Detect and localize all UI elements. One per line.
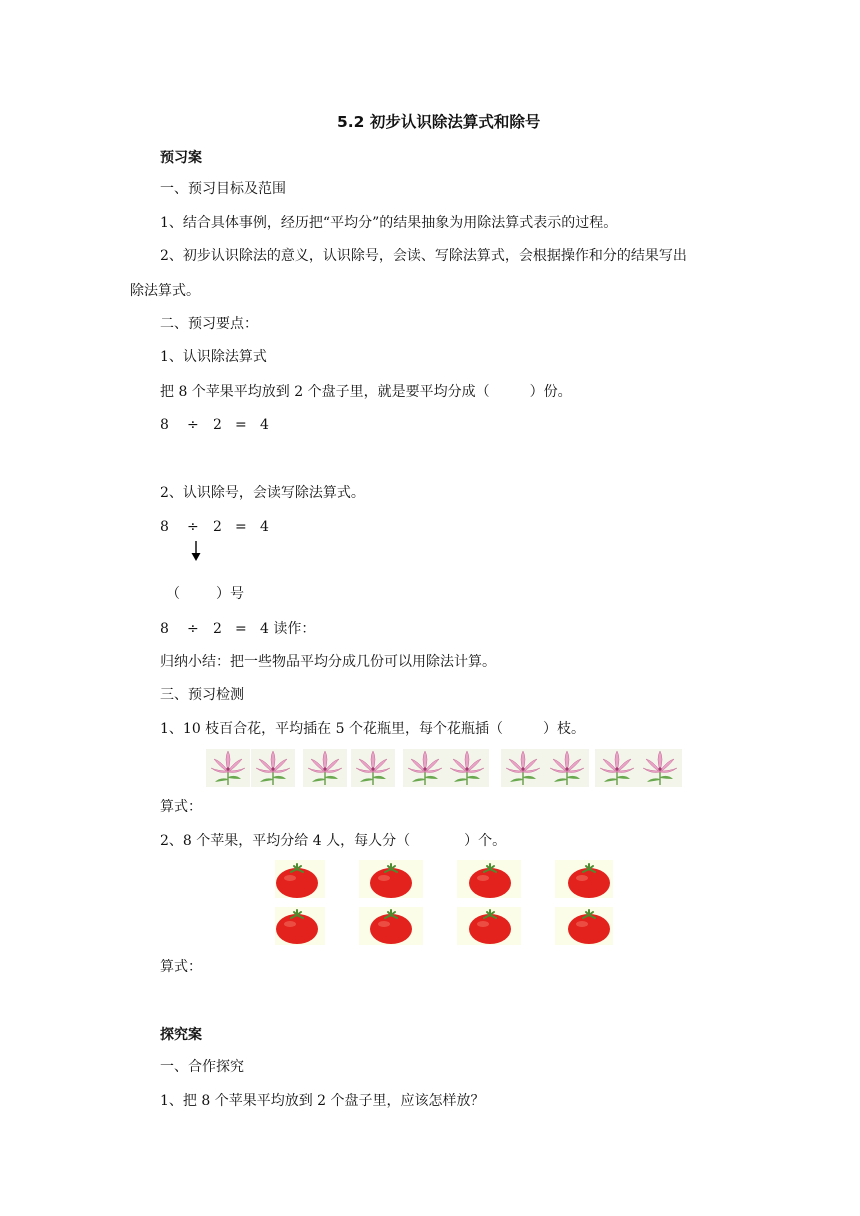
goal-2-line2: 除法算式。 [130,283,200,299]
lily-flower-icon [303,749,347,787]
part2-title: 二、预习要点： [160,316,258,332]
part1-title: 一、预习目标及范围 [160,181,286,197]
point1-question: 把 8 个苹果平均放到 2 个盘子里，就是要平均分成（ ）份。 [160,384,572,400]
tomato-icon [274,906,320,946]
tomato-icon [467,906,513,946]
page-title: 5.2 初步认识除法算式和除号 [337,113,541,131]
tomato-row-1 [275,860,613,898]
lily-flower-icon [351,749,395,787]
goal-1: 1、结合具体事例，经历把“平均分”的结果抽象为用除法算式表示的过程。 [160,215,618,231]
explore-question-1: 1、把 8 个苹果平均放到 2 个盘子里，应该怎样放？ [160,1093,485,1109]
tomato-icon [274,860,320,900]
down-arrow-icon [190,540,202,562]
tomato-icon [368,906,414,946]
point1-title: 1、认识除法算式 [160,349,267,365]
lily-flower-icon [595,749,639,787]
formula-label-2: 算式： [160,959,202,975]
equation-1: 8 ÷ 2 = 4 [160,417,269,433]
lily-flower-icon [403,749,447,787]
formula-label-1: 算式： [160,799,202,815]
goal-2-line1: 2、初步认识除法的意义，认识除号，会读、写除法算式，会根据操作和分的结果写出 [160,248,687,264]
check-question-1: 1、10 枝百合花，平均插在 5 个花瓶里，每个花瓶插（ ）枝。 [160,721,585,737]
lily-flower-icon [251,749,295,787]
explore-part1-title: 一、合作探究 [160,1059,244,1075]
section-heading-explore: 探究案 [160,1027,202,1043]
lily-flower-icon [545,749,589,787]
lily-flower-icon [501,749,545,787]
tomato-row-2 [275,907,613,945]
division-sign-blank: （ ）号 [166,586,244,602]
part3-title: 三、预习检测 [160,687,244,703]
point2-title: 2、认识除号，会读写除法算式。 [160,485,365,501]
lily-flower-icon [445,749,489,787]
tomato-icon [566,906,612,946]
check-question-2: 2、8 个苹果，平均分给 4 人，每人分（ ）个。 [160,833,507,849]
lily-flower-icon [638,749,682,787]
equation-2: 8 ÷ 2 = 4 [160,519,269,535]
tomato-icon [566,860,612,900]
summary: 归纳小结：把一些物品平均分成几份可以用除法计算。 [160,654,496,670]
section-heading-preview: 预习案 [160,150,202,166]
tomato-icon [467,860,513,900]
equation-3: 8 ÷ 2 = 4 读作： [160,621,316,637]
lily-flower-icon [206,749,250,787]
tomato-icon [368,860,414,900]
